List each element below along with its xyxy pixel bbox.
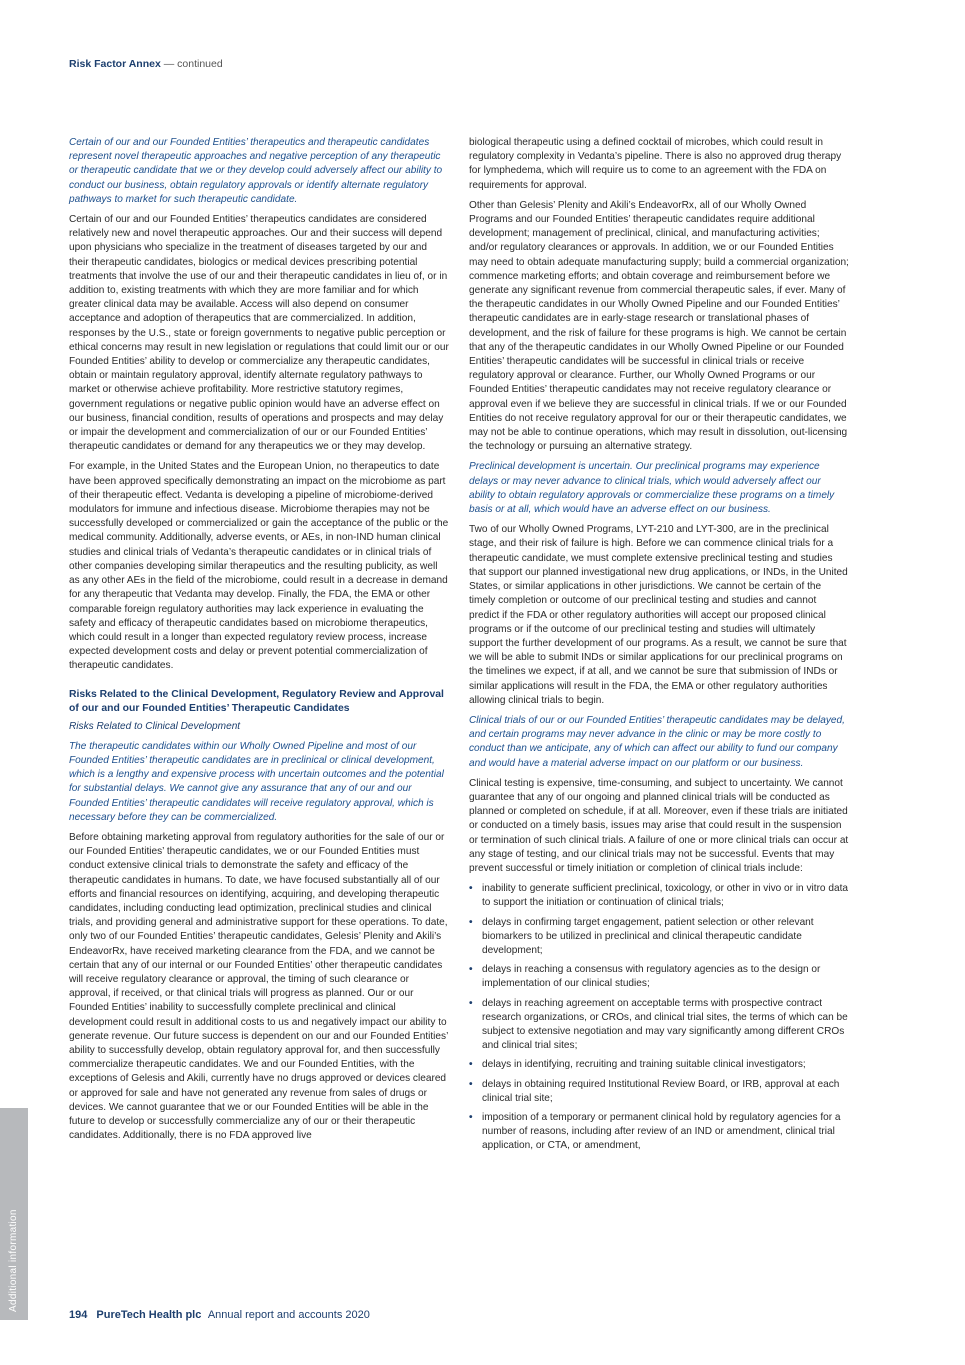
list-item: • delays in reaching agreement on acceptable terms with prospective contract research organizations, or CROs, and clinical trial sites, the terms of which can be subject to extensive negotiation and may vary significantly among different CROs and clinical trial sites; bbox=[469, 997, 849, 1054]
risk-italic: Clinical trials of our or our Founded Entities’ therapeutic candidates may be delayed, and certain programs may never advance in the clinic or may be more costly to conduct than we anticipate, any of which can affect our ability to fund our company and would have a material adverse impact on our platform or our business. bbox=[469, 714, 845, 769]
section-side-tab[interactable] bbox=[0, 1108, 28, 1320]
list-item: • delays in identifying, recruiting and training suitable clinical investigators; bbox=[469, 1058, 849, 1072]
right-column bbox=[469, 136, 849, 1159]
header-suffix: — continued bbox=[163, 58, 223, 70]
company-name: PureTech Health plc bbox=[96, 1309, 202, 1321]
page-number: 194 bbox=[69, 1309, 88, 1321]
bullet-list bbox=[469, 882, 849, 1153]
subheading: Risks Related to Clinical Development bbox=[69, 720, 241, 732]
body-paragraph: Two of our Wholly Owned Programs, LYT-210 and LYT-300, are in the preclinical stage, and their risk of failure is high. Before we can commence clinical trials for a therapeutic candidate, we must complete extensive preclinical testing and studies that support our planned investigational new drug applications, or INDs, in the United States, or similar applications in other jurisdictions. We cannot be certain of the timely completion or outcome of our preclinical testing and studies and cannot predict if the FDA or other regulatory authorities will accept our proposed clinical programs or if the outcome of our preclinical testing and studies will ultimately support the further development of our programs. As a result, we cannot be sure that we will be able to submit INDs or similar applications for our preclinical programs on the timelines we expect, if at all, and we cannot be sure that submission of INDs or similar applications will result in the FDA, the EMA or other regulatory authorities allowing clinical trials to begin. bbox=[469, 524, 848, 706]
list-item: • delays in obtaining required Institutional Review Board, or IRB, approval at each clinical trial site; bbox=[469, 1078, 849, 1106]
list-item: • imposition of a temporary or permanent clinical hold by regulatory agencies for a number of reasons, including after review of an IND or amendment, clinical trial application, or CTA, or amendment, bbox=[469, 1111, 849, 1154]
body-paragraph: Before obtaining marketing approval from regulatory authorities for the sale of our or our Founded Entities’ therapeutic candidates, we or our Founded Entities must conduct extensive clinical trials to demonstrate the safety and efficacy of the therapeutic candidates in humans. To date, we have focused substantially all of our efforts and financial resources on identifying, acquiring, and developing therapeutic candidates, including conducting lead optimization, preclinical studies and clinical trials, and providing general and administrative support for these operations. To date, only two of our Founded Entities’ therapeutic candidates, Gelesis’ Plenity and Akili’s EndeavorRx, have received marketing clearance from the FDA, and we cannot be certain that any of our internal or our Founded Entities’ other therapeutic candidates will receive regulatory clearance or approval, the timing of such clearance or approval, if received, or that clinical trials will progress as planned. Our or our Founded Entities’ inability to successfully complete preclinical and clinical development could result in additional costs to us and negatively impact our ability to generate revenue. Our future success is dependent on our and our Founded Entities’ ability to successfully develop, obtain regulatory approval for, and then successfully commercialize therapeutic candidates. We and our Founded Entities, with the exceptions of Gelesis and Akili, currently have no drugs approved or devices cleared or approved for sale and have not generated any revenue from sales of drugs or devices. We cannot guarantee that we or our Founded Entities will be able in the future to develop or successfully commercialize any of our or their therapeutic candidates. Additionally, there is no FDA approved live bbox=[69, 831, 448, 1142]
risk-italic-intro: Certain of our and our Founded Entities’ therapeutics and therapeutic candidates represent novel therapeutic approaches and negative perception of any therapeutic or therapeutic candidate that we or they develop could adversely affect our ability to conduct our business, obtain regulatory approvals or identify alternate regulatory pathways to market for such therapeutic candidate. bbox=[69, 137, 443, 205]
list-item: • delays in confirming target engagement, patient selection or other relevant biomarkers to be utilized in preclinical and clinical therapeutic candidate development; bbox=[469, 916, 849, 959]
running-header bbox=[69, 58, 223, 70]
body-paragraph: For example, in the United States and the European Union, no therapeutics to date have been approved specifically demonstrating an impact on the microbiome as part of their therapeutic effect. Vedanta is developing a pipeline of microbiome-derived modulators for immune and infectious disease. Microbiome therapies may not be successfully developed or commercialized or gain the acceptance of the public or the medical community. Additionally, adverse events, or AEs, in non-IND human clinical studies and clinical trials of Vedanta’s therapeutic candidates or in clinical trials of other companies developing similar therapeutics and the resulting publicity, as well as any other AEs in the field of the microbiome, could result in a decrease in demand for any therapeutic that Vedanta may develop. Finally, the FDA, the EMA or other comparable foreign regulatory authorities may lack experience in evaluating the safety and efficacy of therapeutic candidates based on microbiome therapeutics, which could result in a longer than expected regulatory review process, increase expected development costs and delay or prevent potential commercialization of therapeutic candidates. bbox=[69, 461, 449, 672]
body-paragraph: Certain of our and our Founded Entities’ therapeutics candidates are considered relatively new and novel therapeutic approaches. Our and their success will depend upon physicians who specialize in the treatment of diseases targeted by our and their therapeutic candidates, biologics or medical devices prescribing potential treatments that involve the use of our and their therapeutic candidates in lieu of, or in addition to, existing treatments with which they are more familiar and for which greater clinical data may be available. Access will also depend on consumer acceptance and adoption of therapeutics that are commercialized. In addition, responses by the U.S., state or foreign governments to negative public perception or ethical concerns may result in new legislation or regulations that could limit our or our Founded Entities’ ability to develop or commercialize any therapeutic candidates, obtain or maintain regulatory approval, identify alternate regulatory pathways to market or otherwise achieve profitability. More restrictive statutory regimes, government regulations or negative public opinion would have an adverse effect on our business, financial condition, results of operations and prospects and may delay or impair the development and commercialization of our or our Founded Entities’ therapeutic candidates or demand for any therapeutics we or they may develop. bbox=[69, 214, 449, 453]
list-item: • delays in reaching a consensus with regulatory agencies as to the design or implementation of our clinical studies; bbox=[469, 963, 849, 991]
list-item: • inability to generate sufficient preclinical, toxicology, or other in vivo or in vitro data to support the initiation or continuation of clinical trials; bbox=[469, 882, 849, 910]
left-column bbox=[69, 136, 449, 1149]
risk-italic: The therapeutic candidates within our Wholly Owned Pipeline and most of our Founded Entities’ therapeutic candidates are in preclinical or clinical development, which is a lengthy and expensive process with uncertain outcomes and the potential for substantial delays. We cannot give any assurance that any of our and our Founded Entities’ therapeutic candidates will receive regulatory approval, which is necessary before they can be commercialized. bbox=[69, 740, 444, 823]
body-paragraph: biological therapeutic using a defined cocktail of microbes, which could result in regulatory complexity in Vedanta’s pipeline. There is also no approved drug therapy for lymphedema, which will require us to come to an agreement with the FDA on requirements for approval. bbox=[469, 137, 842, 191]
section-heading: Risks Related to the Clinical Development, Regulatory Review and Approval of our and our Founded Entities’ Therapeutic Candidates bbox=[69, 688, 444, 714]
report-title: Annual report and accounts 2020 bbox=[207, 1309, 370, 1321]
page-footer bbox=[69, 1309, 370, 1321]
body-paragraph: Clinical testing is expensive, time-consuming, and subject to uncertainty. We cannot guarantee that any of our ongoing and planned clinical trials will be conducted as planned or completed on schedule, if at all. Moreover, even if these trials are initiated or conducted on a timely basis, issues may arise that could result in the suspension or termination of such clinical trials. A failure of one or more clinical trials can occur at any stage of testing, and our clinical trials may not be successful. Events that may prevent successful or timely initiation or completion of clinical trials include: bbox=[469, 777, 849, 874]
risk-italic: Preclinical development is uncertain. Our preclinical programs may experience delays or may never advance to clinical trials, which would adversely affect our ability to obtain regulatory approvals or commercialize these programs on a timely basis or at all, which would have an adverse effect on our business. bbox=[469, 461, 835, 516]
header-title: Risk Factor Annex bbox=[69, 58, 161, 70]
body-paragraph: Other than Gelesis’ Plenity and Akili’s EndeavorRx, all of our Wholly Owned Programs and our Founded Entities’ therapeutic candidates require additional development; management of preclinical, clinical, and manufacturing activities; and/or regulatory clearances or approvals. In addition, we or our Founded Entities may need to obtain adequate manufacturing supply; build a commercial organization; commence marketing efforts; and obtain coverage and reimbursement before we generate any significant revenue from commercial therapeutic sales, if ever. Many of the therapeutic candidates in our Wholly Owned Pipeline and our Founded Entities’ therapeutic candidates are in early-stage research or translational phases of development, and the risk of failure for these programs is high. We cannot be certain that any of the therapeutic candidates in our Wholly Owned Pipeline or our Founded Entities’ therapeutic candidates will be successful in clinical trials or receive regulatory approval or clearance. Further, our Wholly Owned Programs or our Founded Entities’ therapeutic candidates may not receive regulatory clearance or approval even if we believe they are successful in clinical trials. If we or our Founded Entities do not receive regulatory approval for our or their therapeutic candidates, we may not be able to continue operations, which may result in dissolution, out-licensing the technology or pursuing an alternative strategy. bbox=[469, 199, 849, 453]
side-tab-label: Additional information bbox=[8, 1209, 19, 1312]
